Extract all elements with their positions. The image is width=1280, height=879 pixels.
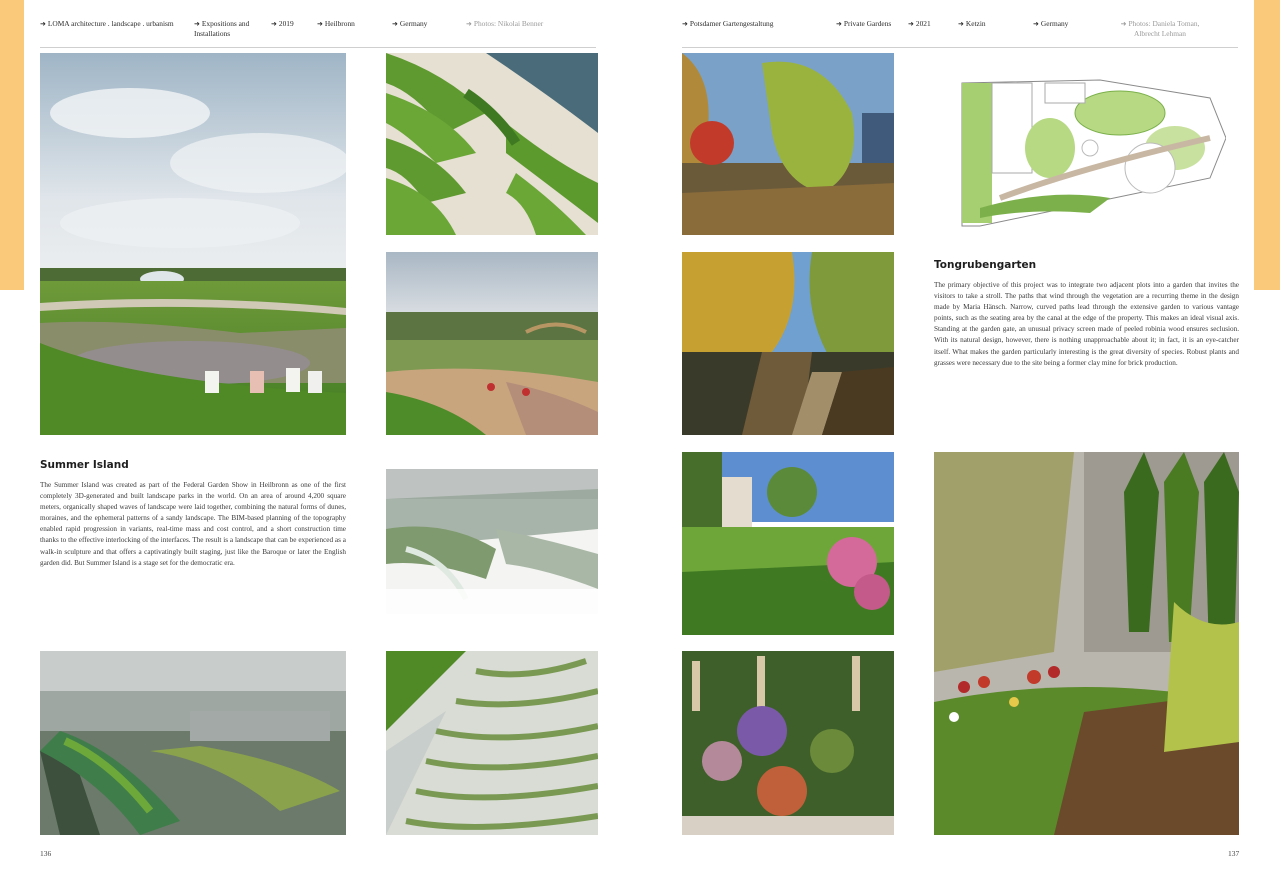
arrow-icon: ➜ (271, 20, 277, 28)
photo-canal-trees (682, 252, 894, 435)
header-item-city: ➜ Heilbronn (317, 19, 355, 28)
photo-aerial-city (40, 651, 346, 835)
photo-visitors-path (386, 252, 598, 435)
arrow-icon: ➜ (317, 20, 323, 28)
article-title: Tongrubengarten (934, 259, 1037, 271)
header-item-city: ➜ Ketzin (958, 19, 986, 28)
page-number: 137 (1228, 849, 1240, 858)
page-number: 136 (40, 849, 52, 858)
photo-grass-waves (386, 53, 598, 235)
photo-garden-lawn (682, 452, 894, 635)
header-item-country: ➜ Germany (392, 19, 428, 28)
photo-park-visitors (40, 53, 346, 435)
header-item-year: ➜ 2019 (271, 19, 294, 28)
photo-rendering (386, 469, 598, 614)
header-item-year: ➜ 2021 (908, 19, 931, 28)
article-body: The primary objective of this project was to integrate two adjacent plots into a garden that invites the visitors to take a stroll. The paths that wind through the vegetation are a recurring theme in the design made by Maria Hänsch. Narrow, curved paths lead through the extensive garden to various vantage points, such as the seating area by the canal at the edge of the property. This makes an ideal visual axis. Standing at the garden gate, an unusual privacy screen made of peeled robinia wood ensures seclusion. With its natural design, however, there is nothing unapproachable about it; in fact, it is an eye-catcher itself. What makes the garden particularly interesting is the great diversity of species. Robust plants and grasses were necessary due to the site being a former clay mine for brick production. (934, 281, 1239, 367)
arrow-icon: ➜ (194, 20, 200, 28)
header-item-credit: ➜ Photos: Nikolai Benner (466, 19, 544, 28)
header-item-firm: ➜ Potsdamer Gartengestaltung (682, 19, 774, 28)
header-item-category: ➜ Expositions and Installations (194, 19, 250, 38)
article-body: The Summer Island was created as part of the Federal Garden Show in Heilbronn as one of the first completely 3D-generated and built landscape parks in the world. On an area of around 4,200 square meters, organically shaped waves of landscape were laid together, combining the natural forms of dunes, moraines, and the ephemeral patterns of a sandy landscape. The BIM-based planning of the topography enabled rapid progression in variants, real-time mass and cost control, and a short construction time thanks to the effective interlocking of the interfaces. The result is a landscape that can be experienced as a walk-in sculpture and that offers a captivatingly built staging, just like the Baroque or later the English garden did. But Summer Island is a stage set for the democratic era. (40, 481, 346, 567)
arrow-icon: ➜ (392, 20, 398, 28)
arrow-icon: ➜ (958, 20, 964, 28)
header-item-firm: ➜ LOMA architecture . landscape . urbanism (40, 19, 174, 28)
arrow-icon: ➜ (908, 20, 914, 28)
photo-flower-bed (682, 651, 894, 835)
photo-willow-autumn (682, 53, 894, 235)
arrow-icon: ➜ (40, 20, 46, 28)
photo-aerial-waves (386, 651, 598, 835)
arrow-icon: ➜ (836, 20, 842, 28)
arrow-icon: ➜ (1120, 20, 1127, 28)
header-rule (682, 47, 1238, 48)
arrow-icon: ➜ (682, 20, 688, 28)
article-title: Summer Island (40, 459, 129, 471)
header-item-credit: ➜ Photos: Daniela Toman, Albrecht Lehman (1120, 19, 1200, 38)
header-item-country: ➜ Germany (1033, 19, 1069, 28)
arrow-icon: ➜ (1033, 20, 1039, 28)
arrow-icon: ➜ (466, 20, 472, 28)
header-item-category: ➜ Private Gardens (836, 19, 892, 28)
photo-tulips-trees (934, 452, 1239, 835)
garden-site-plan (960, 78, 1226, 228)
header-rule (40, 47, 596, 48)
right-edge-tab (1254, 0, 1280, 290)
left-edge-tab (0, 0, 24, 290)
